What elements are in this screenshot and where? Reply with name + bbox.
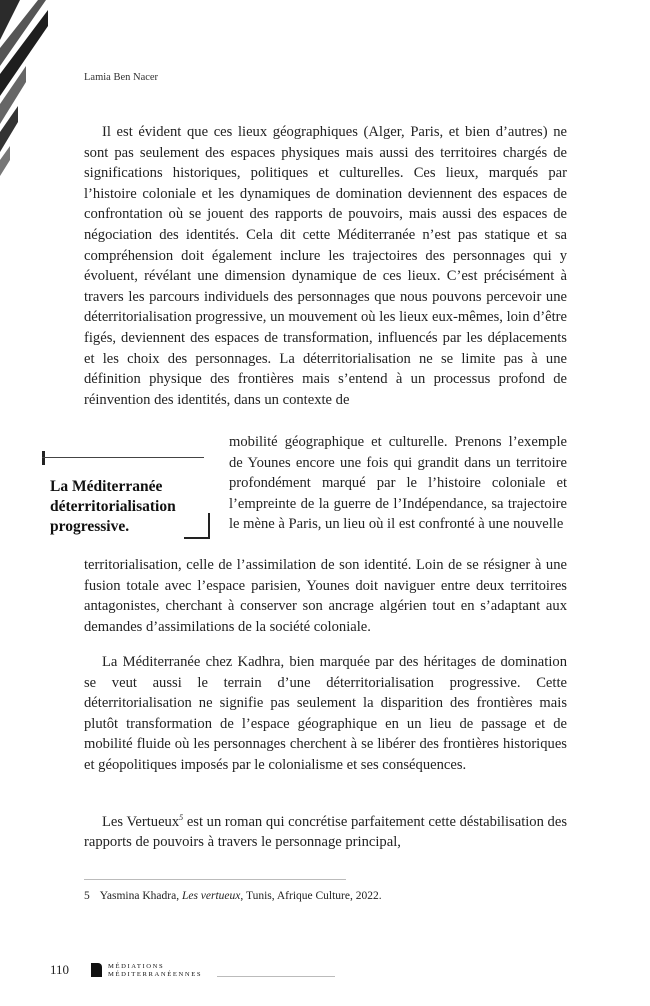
journal-logo-icon	[91, 963, 102, 977]
page-number: 110	[50, 962, 70, 977]
journal-name	[108, 963, 202, 978]
pull-quote-bracket-left	[42, 451, 45, 465]
paragraph-3-rest: est un roman qui concrétise parfaitement cette déstabilisation des rapports de pouvoirs à travers le personnage principal,	[84, 813, 568, 851]
paragraph-1-narrow-column	[229, 432, 567, 535]
paragraph-1	[84, 122, 567, 410]
running-header-author: Lamia Ben Nacer	[84, 72, 159, 83]
pull-quote-text: La Méditerranée déterritorialisation progressive.	[50, 478, 176, 535]
pull-quote-top-rule	[42, 457, 204, 458]
paragraph-1-end	[84, 555, 567, 637]
footnote-reference[interactable]: 5	[179, 813, 184, 822]
footnote-divider	[84, 879, 346, 880]
paragraph-3-text	[84, 808, 567, 853]
footnote-number: 5	[84, 890, 90, 902]
paragraph-1-narrow-text: mobilité géographique et culturelle. Prenons l’exemple de Younes encore une fois qui grandit dans un territoire profondément marqué par le l’histoire coloniale et l’empreinte de la guerre de l’Indépendance, sa trajectoire le mène à Paris, un lieu où il est confronté à une nouvelle	[229, 434, 567, 533]
novel-title: Les Vertueux	[102, 813, 180, 830]
footnote-author: Yasmina Khadra,	[99, 890, 182, 902]
paragraph-2	[84, 652, 567, 776]
paragraph-2-text: La Méditerranée chez Kadhra, bien marquée par des héritages de domination se veut aussi le terrain d’une déterritorialisation progressive. Cette déterritorialisation ne signifie pas seulement la disparition des frontières mais plutôt transformation de l’espace géographique en un lieu de passage et de mobilité fluide où les personnages cherchent à se libérer des frontières historiques et géopolitiques imposés par le colonialisme et ses conséquences.	[84, 654, 567, 773]
footnote	[84, 890, 382, 902]
footer-rule	[217, 976, 335, 977]
paragraph-1-end-text: territorialisation, celle de l’assimilation de son identité. Loin de se résigner à une fusion totale avec l’espace parisien, Younes doit naviguer entre deux territoires antagonistes, cherchant à conserver son ancrage algérien tout en s’adaptant aux demandes d’assimilations de la société coloniale.	[84, 557, 567, 635]
paragraph-3	[84, 808, 567, 853]
journal-name-line-1: MÉDIATIONS	[108, 963, 165, 970]
pull-quote-bottom-rule	[184, 537, 210, 539]
paragraph-1-text: Il est évident que ces lieux géographiques (Alger, Paris, et bien d’autres) ne sont pas seulement des espaces physiques mais aussi des territoires chargés de significations historiques, politiques et culturelles. Ces lieux, marqués par l’histoire coloniale et les dynamiques de domination deviennent des espaces de confrontation où se jouent des rapports de pouvoirs, mais aussi des espaces de négociation des identités. Cela dit cette Méditerranée n’est pas statique et sa compréhension doit également inclure les trajectoires des personnages qui y évoluent, révélant une dimension dynamique de ces lieux. C’est précisément à travers les parcours individuels des personnages que nous pouvons percevoir une déterritorialisation progressive, un mouvement où les lieux eux-mêmes, loin d’être figés, deviennent des espaces de transformation, influencés par les déplacements et les choix des personnages. La déterritorialisation ne se limite pas à une définition physique des frontières mais s’entend à un processus profond de réinvention des identités, dans un contexte de	[84, 124, 567, 408]
footnote-title: Les vertueux	[181, 890, 241, 902]
journal-name-line-2: MÉDITERRANÉENNES	[108, 970, 203, 978]
footnote-rest: , Tunis, Afrique Culture, 2022.	[240, 890, 382, 902]
corner-stripes-decoration	[0, 0, 48, 200]
pull-quote-bracket-right	[208, 513, 210, 537]
